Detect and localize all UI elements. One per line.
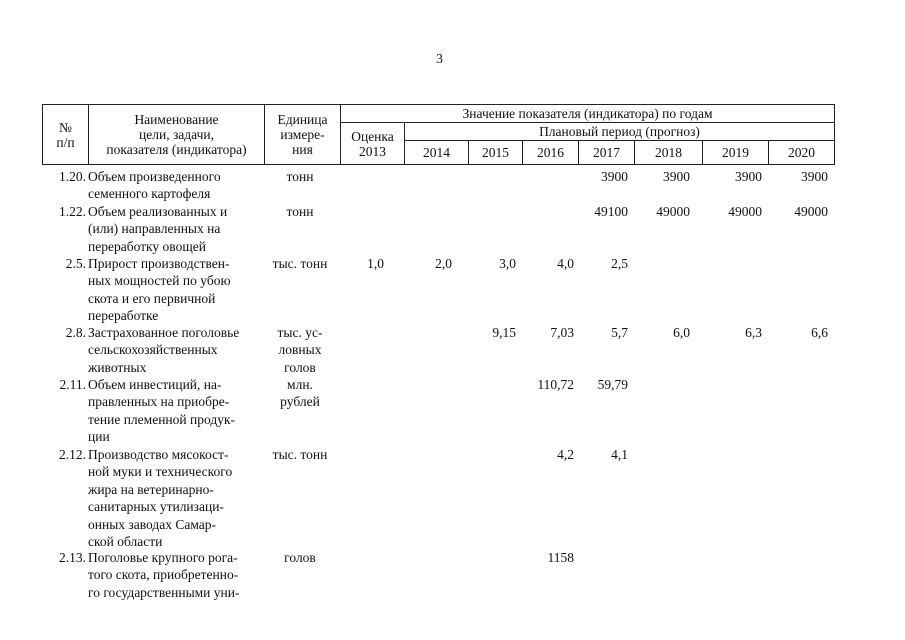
header-year: 2014 — [405, 141, 469, 165]
header-planned-period: Плановый период (прогноз) — [405, 123, 835, 141]
row-number: 2.13. — [59, 550, 86, 565]
indicator-name: Застрахованное поголовье сельскохозяйственных животных — [88, 325, 240, 375]
value-2017: 5,7 — [611, 325, 628, 340]
value-2014: 2,0 — [435, 256, 452, 271]
value-2017: 2,5 — [611, 256, 628, 271]
value-2019: 49000 — [728, 204, 762, 219]
header-year: 2017 — [579, 141, 635, 165]
indicator-name: Объем произведенного семенного картофеля — [88, 169, 221, 202]
row-number: 2.11. — [59, 377, 86, 392]
unit: тыс. ус- ловных голов — [277, 325, 323, 375]
header-name: Наименование цели, задачи, показателя (индикатора) — [89, 105, 265, 165]
header-year: 2019 — [703, 141, 769, 165]
value-2013: 1,0 — [367, 256, 384, 271]
value-2016: 1158 — [547, 550, 574, 565]
value-2015: 9,15 — [492, 325, 516, 340]
unit: тыс. тонн — [272, 256, 328, 271]
table-header — [42, 104, 835, 165]
value-2016: 4,2 — [557, 447, 574, 462]
unit: тонн — [286, 169, 314, 184]
value-2020: 3900 — [801, 169, 828, 184]
row-number: 2.8. — [65, 325, 86, 340]
value-2019: 6,3 — [745, 325, 762, 340]
value-2017: 3900 — [601, 169, 628, 184]
value-2015: 3,0 — [499, 256, 516, 271]
header-year: 2016 — [523, 141, 579, 165]
value-2018: 49000 — [656, 204, 690, 219]
value-2018: 6,0 — [673, 325, 690, 340]
value-2020: 6,6 — [811, 325, 828, 340]
unit: тонн — [286, 204, 314, 219]
header-num: № п/п — [43, 105, 89, 165]
value-2018: 3900 — [663, 169, 690, 184]
value-2016: 7,03 — [550, 325, 574, 340]
row-number: 1.20. — [59, 169, 86, 184]
header-year: 2020 — [769, 141, 835, 165]
unit: млн. рублей — [280, 377, 320, 410]
indicator-name: Объем инвестиций, на- правленных на приобре- тение племенной продук- ции — [88, 377, 236, 445]
value-2020: 49000 — [794, 204, 828, 219]
indicator-name: Прирост производствен- ных мощностей по убою скота и его первичной переработке — [88, 256, 231, 324]
header-year: 2015 — [469, 141, 523, 165]
value-2019: 3900 — [735, 169, 762, 184]
page-number: 3 — [436, 52, 443, 67]
value-2017: 59,79 — [597, 377, 628, 392]
header-values-title: Значение показателя (индикатора) по годам — [341, 105, 835, 123]
indicator-name: Производство мясокост- ной муки и технического жира на ветеринарно- санитарных утилизаци- онных заводах Самар- ской области — [88, 447, 233, 550]
header-estimate: Оценка 2013 — [341, 123, 405, 165]
value-2017: 4,1 — [611, 447, 628, 462]
value-2016: 110,72 — [537, 377, 574, 392]
unit: тыс. тонн — [272, 447, 328, 462]
value-2017: 49100 — [594, 204, 628, 219]
unit: голов — [284, 550, 316, 565]
header-year: 2018 — [635, 141, 703, 165]
value-2016: 4,0 — [557, 256, 574, 271]
header-unit: Единица измере- ния — [265, 105, 341, 165]
indicator-name: Объем реализованных и (или) направленных на переработку овощей — [88, 204, 228, 254]
row-number: 1.22. — [59, 204, 86, 219]
row-number: 2.12. — [59, 447, 86, 462]
row-number: 2.5. — [65, 256, 86, 271]
indicator-name: Поголовье крупного рога- того скота, приобретенно- го государственными уни- — [88, 550, 240, 600]
